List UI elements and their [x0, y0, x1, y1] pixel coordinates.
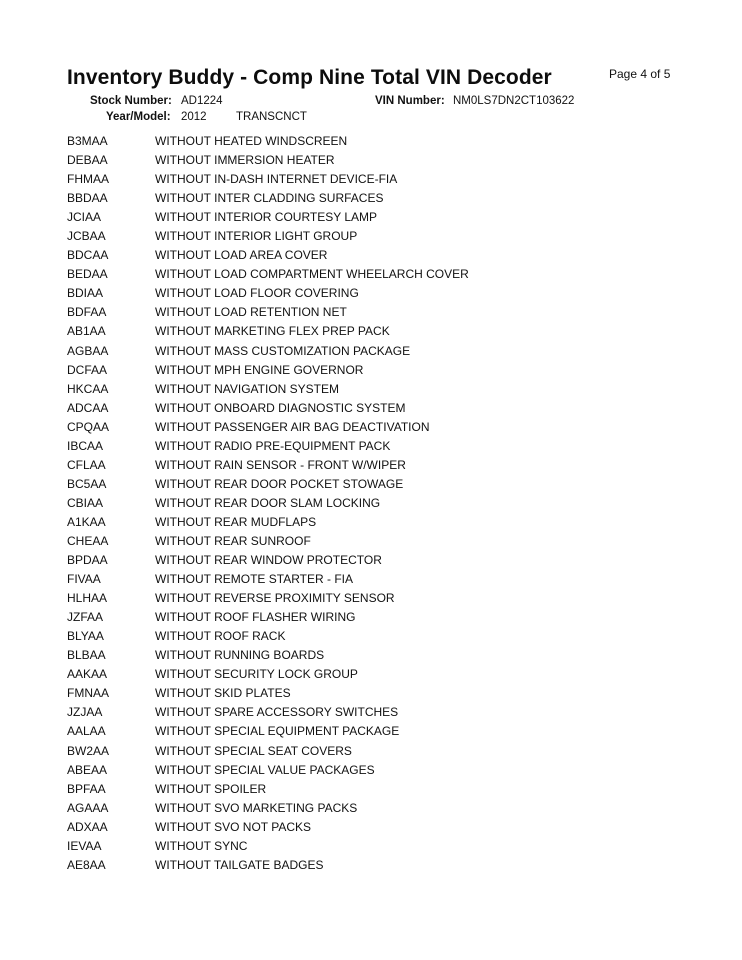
option-code: IBCAA — [67, 438, 104, 453]
option-code: BLBAA — [67, 648, 106, 663]
option-code: ABEAA — [67, 762, 108, 777]
option-description: WITHOUT REVERSE PROXIMITY SENSOR — [155, 591, 395, 606]
list-item — [0, 724, 742, 743]
list-item — [0, 705, 742, 724]
option-description: WITHOUT REAR WINDOW PROTECTOR — [155, 553, 382, 568]
option-description: WITHOUT SPECIAL SEAT COVERS — [155, 743, 352, 758]
option-code: CPQAA — [67, 419, 110, 434]
option-code: BEDAA — [67, 267, 108, 282]
option-description: WITHOUT ROOF RACK — [155, 629, 286, 644]
option-code: AB1AA — [67, 324, 106, 339]
option-code: DCFAA — [67, 362, 108, 377]
option-code: BPFAA — [67, 781, 106, 796]
list-item — [0, 667, 742, 686]
option-description: WITHOUT INTER CLADDING SURFACES — [155, 191, 384, 206]
list-item — [0, 629, 742, 648]
option-code: BPDAA — [67, 553, 108, 568]
list-item — [0, 782, 742, 801]
option-code: CHEAA — [67, 533, 109, 548]
option-description: WITHOUT RAIN SENSOR - FRONT W/WIPER — [155, 457, 406, 472]
option-description: WITHOUT MASS CUSTOMIZATION PACKAGE — [155, 343, 411, 358]
option-code: BBDAA — [67, 191, 108, 206]
option-code: HLHAA — [67, 591, 108, 606]
option-code: BDCAA — [67, 248, 109, 263]
option-description: WITHOUT TAILGATE BADGES — [155, 857, 324, 872]
option-description: WITHOUT MPH ENGINE GOVERNOR — [155, 362, 364, 377]
list-item — [0, 801, 742, 820]
model-value: TRANSCNCT — [236, 111, 307, 123]
list-item — [0, 382, 742, 401]
option-description: WITHOUT RADIO PRE-EQUIPMENT PACK — [155, 438, 391, 453]
option-description: WITHOUT LOAD FLOOR COVERING — [155, 286, 359, 301]
option-description: WITHOUT ROOF FLASHER WIRING — [155, 610, 356, 625]
option-description: WITHOUT SPECIAL VALUE PACKAGES — [155, 762, 375, 777]
option-description: WITHOUT HEATED WINDSCREEN — [155, 134, 348, 148]
list-item — [0, 648, 742, 667]
option-code: AGBAA — [67, 343, 109, 358]
list-item — [0, 763, 742, 782]
option-description: WITHOUT IMMERSION HEATER — [155, 153, 335, 168]
option-code: CBIAA — [67, 495, 104, 510]
list-item — [0, 210, 742, 229]
option-code: BDFAA — [67, 305, 107, 320]
option-description: WITHOUT SVO MARKETING PACKS — [155, 800, 358, 815]
list-item — [0, 553, 742, 572]
list-item — [0, 134, 742, 153]
list-item — [0, 515, 742, 534]
list-item — [0, 344, 742, 363]
list-item — [0, 439, 742, 458]
option-code: BC5AA — [67, 476, 107, 491]
option-description: WITHOUT REAR MUDFLAPS — [155, 514, 317, 529]
option-code: CFLAA — [67, 457, 106, 472]
list-item — [0, 496, 742, 515]
option-description: WITHOUT REMOTE STARTER - FIA — [155, 572, 353, 587]
option-description: WITHOUT NAVIGATION SYSTEM — [155, 381, 340, 396]
list-item — [0, 286, 742, 305]
stock-number-label: Stock Number: — [90, 95, 172, 107]
option-description: WITHOUT ONBOARD DIAGNOSTIC SYSTEM — [155, 400, 406, 415]
option-code-list — [0, 134, 742, 877]
option-description: WITHOUT REAR SUNROOF — [155, 533, 311, 548]
list-item — [0, 324, 742, 343]
option-code: ADCAA — [67, 400, 109, 415]
list-item — [0, 534, 742, 553]
list-item — [0, 591, 742, 610]
option-description: WITHOUT INTERIOR LIGHT GROUP — [155, 229, 358, 244]
option-code: JCIAA — [67, 210, 102, 225]
page-number: Page 4 of 5 — [609, 67, 671, 81]
option-code: FHMAA — [67, 172, 109, 187]
list-item — [0, 401, 742, 420]
list-item — [0, 686, 742, 705]
option-code: AALAA — [67, 724, 106, 739]
option-description: WITHOUT IN-DASH INTERNET DEVICE-FIA — [155, 172, 398, 187]
list-item — [0, 858, 742, 877]
option-description: WITHOUT REAR DOOR SLAM LOCKING — [155, 495, 381, 510]
vin-number-label: VIN Number: — [375, 95, 445, 107]
option-description: WITHOUT LOAD COMPARTMENT WHEELARCH COVER — [155, 267, 469, 282]
option-code: ADXAA — [67, 819, 108, 834]
stock-number-value: AD1224 — [181, 95, 223, 107]
option-code: JZFAA — [67, 610, 104, 625]
option-description: WITHOUT SECURITY LOCK GROUP — [155, 667, 358, 682]
option-code: BDIAA — [67, 286, 104, 301]
option-code: FIVAA — [67, 572, 101, 587]
option-description: WITHOUT SVO NOT PACKS — [155, 819, 312, 834]
option-code: AE8AA — [67, 857, 106, 872]
list-item — [0, 172, 742, 191]
list-item — [0, 458, 742, 477]
option-description: WITHOUT REAR DOOR POCKET STOWAGE — [155, 476, 404, 491]
option-description: WITHOUT MARKETING FLEX PREP PACK — [155, 324, 390, 339]
list-item — [0, 820, 742, 839]
option-description: WITHOUT SPARE ACCESSORY SWITCHES — [155, 705, 399, 720]
year-model-label: Year/Model: — [106, 111, 171, 123]
option-description: WITHOUT INTERIOR COURTESY LAMP — [155, 210, 378, 225]
option-description: WITHOUT RUNNING BOARDS — [155, 648, 325, 663]
list-item — [0, 305, 742, 324]
option-description: WITHOUT LOAD RETENTION NET — [155, 305, 347, 320]
list-item — [0, 363, 742, 382]
option-code: AGAAA — [67, 800, 109, 815]
vin-number-value: NM0LS7DN2CT103622 — [453, 95, 575, 107]
list-item — [0, 267, 742, 286]
option-description: WITHOUT SKID PLATES — [155, 686, 291, 701]
list-item — [0, 610, 742, 629]
option-code: A1KAA — [67, 514, 106, 529]
option-code: BLYAA — [67, 629, 104, 644]
list-item — [0, 248, 742, 267]
list-item — [0, 153, 742, 172]
option-code: HKCAA — [67, 381, 109, 396]
list-item — [0, 572, 742, 591]
option-description: WITHOUT SPECIAL EQUIPMENT PACKAGE — [155, 724, 400, 739]
list-item — [0, 477, 742, 496]
option-description: WITHOUT PASSENGER AIR BAG DEACTIVATION — [155, 419, 430, 434]
option-code: IEVAA — [67, 838, 102, 853]
option-code: AAKAA — [67, 667, 108, 682]
list-item — [0, 744, 742, 763]
list-item — [0, 229, 742, 248]
option-description: WITHOUT LOAD AREA COVER — [155, 248, 328, 263]
option-code: JCBAA — [67, 229, 106, 244]
list-item — [0, 191, 742, 210]
option-code: DEBAA — [67, 153, 108, 168]
year-value: 2012 — [181, 111, 207, 123]
option-code: FMNAA — [67, 686, 109, 701]
option-code: BW2AA — [67, 743, 110, 758]
list-item — [0, 839, 742, 858]
page-title: Inventory Buddy - Comp Nine Total VIN Decoder — [67, 66, 552, 89]
option-description: WITHOUT SYNC — [155, 838, 248, 853]
option-description: WITHOUT SPOILER — [155, 781, 267, 796]
list-item — [0, 420, 742, 439]
option-code: JZJAA — [67, 705, 103, 720]
option-code: B3MAA — [67, 134, 108, 148]
